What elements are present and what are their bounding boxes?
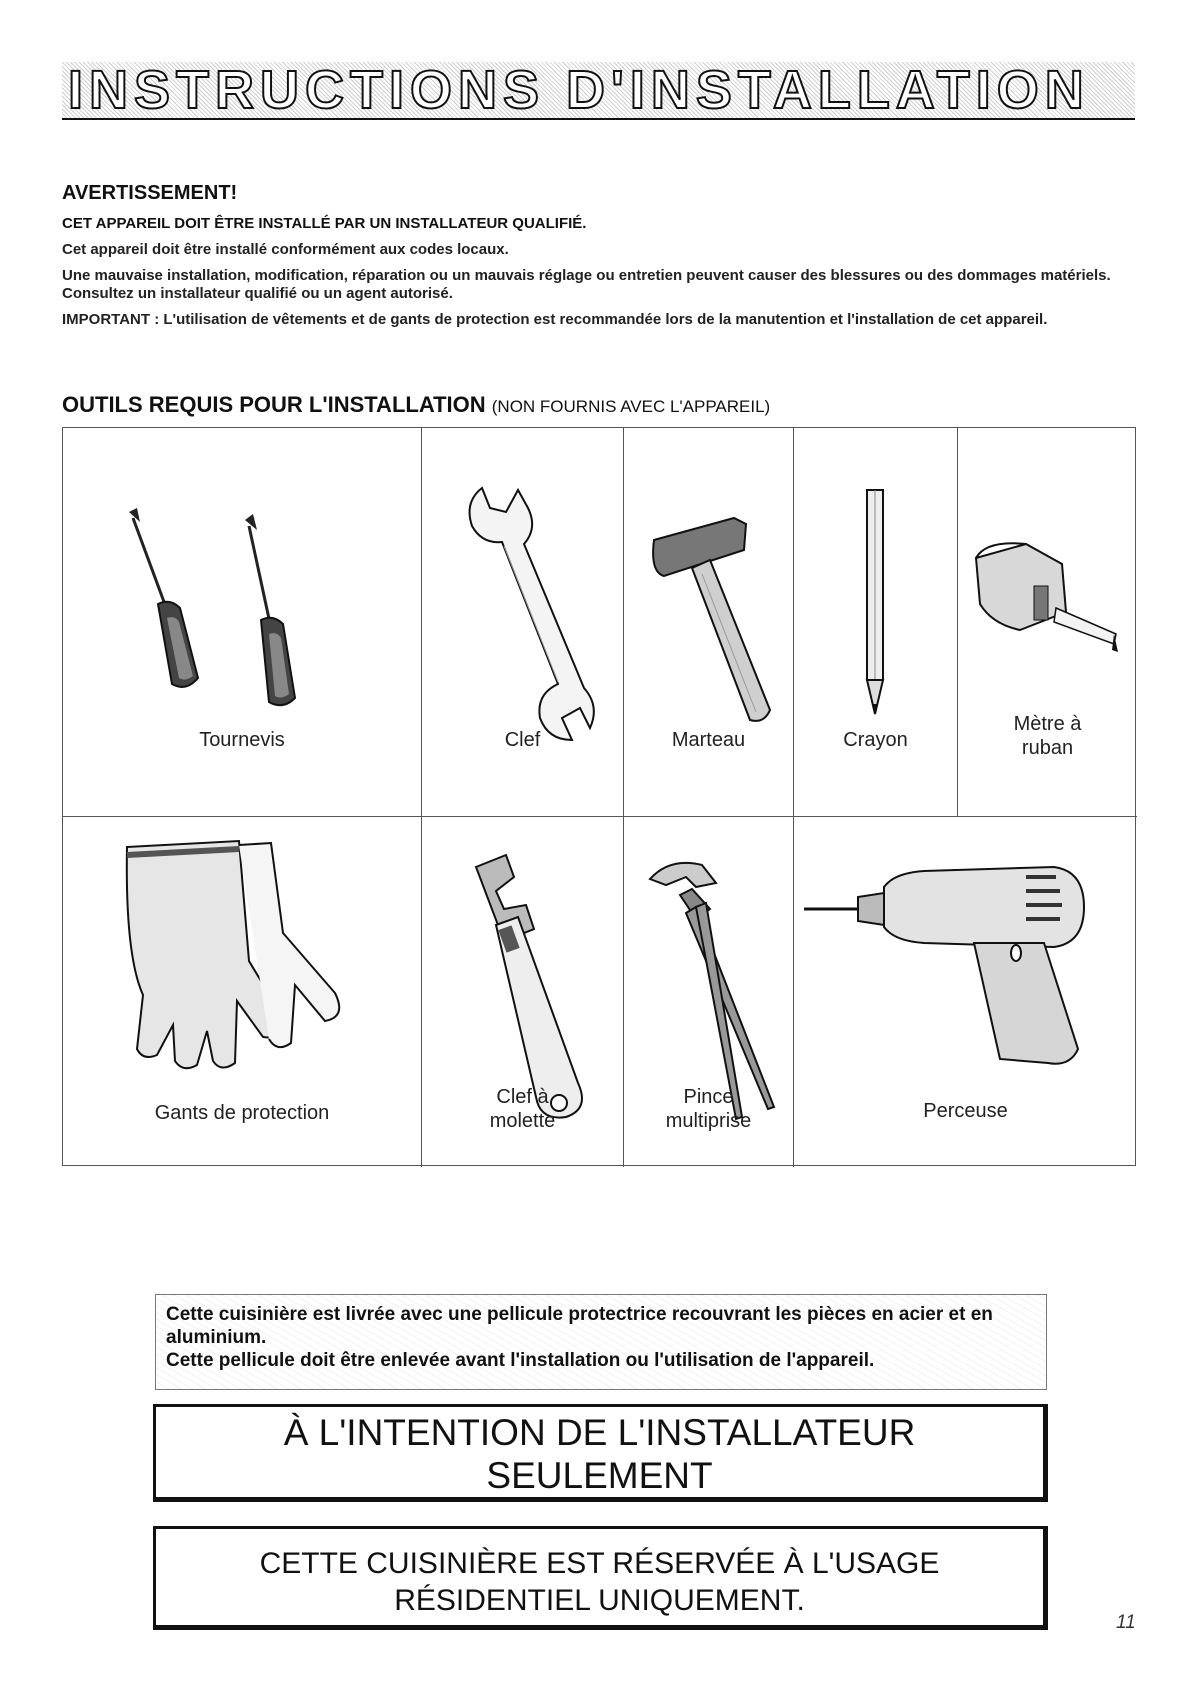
warning-important-gloves: IMPORTANT : L'utilisation de vêtements et de gants de protection est recommandée lors de la manutention et l'installation de cet appareil. <box>62 311 1048 328</box>
residential-line-2: RÉSIDENTIEL UNIQUEMENT. <box>394 1584 805 1617</box>
notice-line-1: Cette cuisinière est livrée avec une pellicule protectrice recouvrant les pièces en acier et en aluminium. <box>166 1304 993 1348</box>
screwdrivers-icon <box>63 428 422 817</box>
warning-local-codes: Cet appareil doit être installé conformément aux codes locaux. <box>62 241 509 258</box>
tool-cell-adjustable-wrench <box>422 817 624 1167</box>
tool-cell-wrench <box>422 428 624 817</box>
warning-title: AVERTISSEMENT! <box>62 182 238 204</box>
tool-cell-hammer <box>624 428 794 817</box>
warning-qualified-installer: CET APPAREIL DOIT ÊTRE INSTALLÉ PAR UN INSTALLATEUR QUALIFIÉ. <box>62 215 587 232</box>
tool-cell-tape-measure <box>958 428 1137 817</box>
installer-only-box <box>153 1404 1048 1502</box>
tools-grid <box>62 427 1136 1166</box>
title-banner <box>62 62 1135 120</box>
warning-block <box>62 215 1137 337</box>
tools-title-main: OUTILS REQUIS POUR L'INSTALLATION <box>62 392 486 417</box>
tool-cell-pencil <box>794 428 958 817</box>
protective-film-notice <box>155 1294 1047 1390</box>
tool-label-gloves: Gants de protection <box>154 1102 330 1124</box>
tool-cell-gloves <box>63 817 422 1167</box>
tool-label-drill: Perceuse <box>923 1100 1008 1122</box>
tool-label-wrench: Clef <box>504 729 541 751</box>
page-title: INSTRUCTIONS D'INSTALLATION <box>68 60 1090 120</box>
residential-use-box <box>153 1526 1048 1630</box>
tool-cell-pliers <box>624 817 794 1167</box>
installer-line-1: À L'INTENTION DE L'INSTALLATEUR <box>283 1412 916 1453</box>
tools-title <box>62 392 770 418</box>
notice-line-2: Cette pellicule doit être enlevée avant l'installation ou l'utilisation de l'appareil. <box>166 1350 875 1371</box>
page-number: 11 <box>1116 1612 1136 1633</box>
tool-cell-screwdrivers <box>63 428 422 817</box>
pencil-icon <box>794 428 958 817</box>
tool-label-screwdrivers: Tournevis <box>199 729 285 751</box>
warning-improper-installation: Une mauvaise installation, modification, réparation ou un mauvais réglage ou entretien peuvent causer des blessures ou des dommages matériels. Consultez un installateur qualifié ou un agent autorisé. <box>62 267 1111 302</box>
tool-label-tape-measure: Mètre à ruban <box>1013 713 1082 759</box>
hammer-icon <box>624 428 794 817</box>
tool-label-adjustable-wrench: Clef à molette <box>489 1086 556 1132</box>
tools-title-subtitle: (NON FOURNIS AVEC L'APPAREIL) <box>491 397 771 416</box>
tool-label-pliers: Pince multiprise <box>665 1086 752 1132</box>
tool-label-pencil: Crayon <box>843 729 908 751</box>
tool-cell-drill <box>794 817 1137 1167</box>
installer-line-2: SEULEMENT <box>486 1455 713 1496</box>
tool-label-hammer: Marteau <box>671 729 746 751</box>
wrench-icon <box>422 428 624 817</box>
residential-line-1: CETTE CUISINIÈRE EST RÉSERVÉE À L'USAGE <box>259 1547 940 1580</box>
